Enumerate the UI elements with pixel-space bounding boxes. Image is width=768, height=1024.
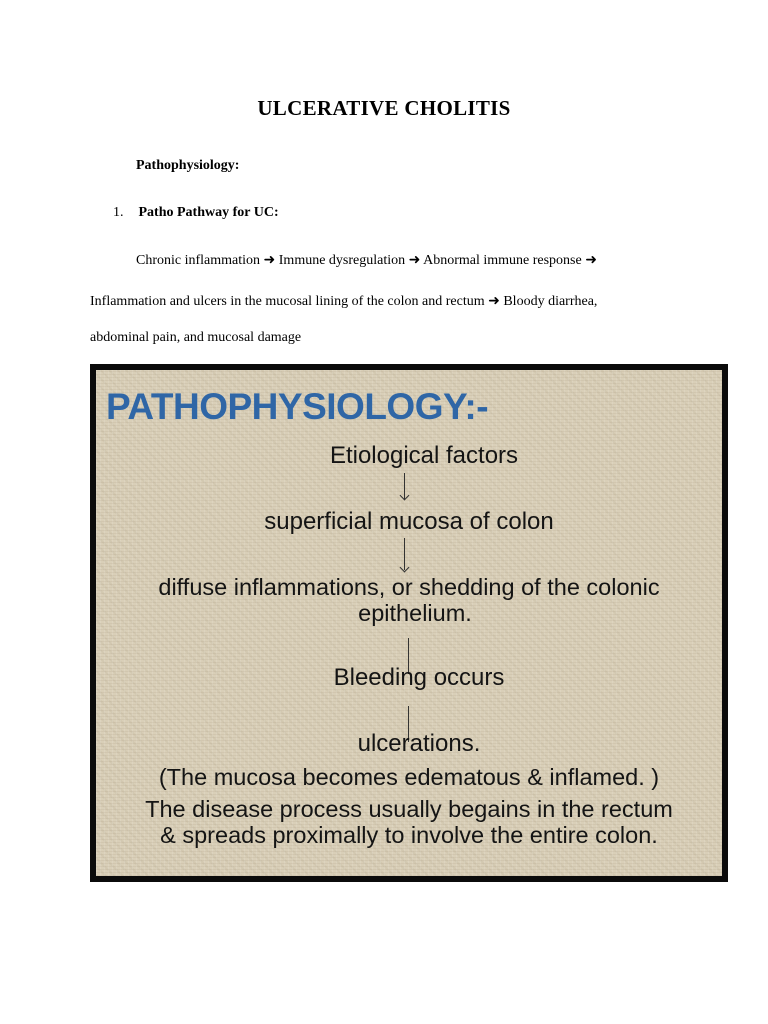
slide-step-ulcerations: ulcerations. bbox=[357, 730, 481, 757]
slide-step-diffuse-line-1: diffuse inflammations, or shedding of the colonic bbox=[158, 574, 660, 600]
down-arrow-head-icon bbox=[400, 563, 410, 573]
slide-mucosa-note: (The mucosa becomes edematous & inflamed. ) bbox=[158, 764, 660, 790]
pathway-line-1: Chronic inflammation ➜ Immune dysregulation ➜ Abnormal immune response ➜ bbox=[136, 253, 597, 268]
slide-process-line-1: The disease process usually begains in the rectum bbox=[145, 796, 673, 822]
slide-step-etiological: Etiological factors bbox=[329, 442, 519, 469]
document-title: ULCERATIVE CHOLITIS bbox=[257, 96, 511, 120]
slide-step-superficial: superficial mucosa of colon bbox=[264, 508, 554, 535]
slide-title: PATHOPHYSIOLOGY:- bbox=[106, 386, 489, 427]
pathophysiology-slide-image bbox=[90, 364, 728, 882]
numbered-list-item bbox=[113, 205, 279, 221]
section-heading: Pathophysiology: bbox=[136, 158, 240, 173]
pathway-line-3: abdominal pain, and mucosal damage bbox=[90, 330, 302, 345]
slide-step-diffuse-line-2: epithelium. bbox=[358, 600, 472, 626]
pathway-line-2: Inflammation and ulcers in the mucosal lining of the colon and rectum ➜ Bloody diarrhea, bbox=[90, 294, 598, 309]
list-number: 1. bbox=[113, 205, 124, 220]
slide-process-line-2: & spreads proximally to involve the entire colon. bbox=[160, 822, 658, 848]
slide-step-bleeding: Bleeding occurs bbox=[333, 664, 505, 691]
down-arrow-head-icon bbox=[400, 491, 410, 501]
list-item-label: Patho Pathway for UC: bbox=[138, 205, 279, 220]
